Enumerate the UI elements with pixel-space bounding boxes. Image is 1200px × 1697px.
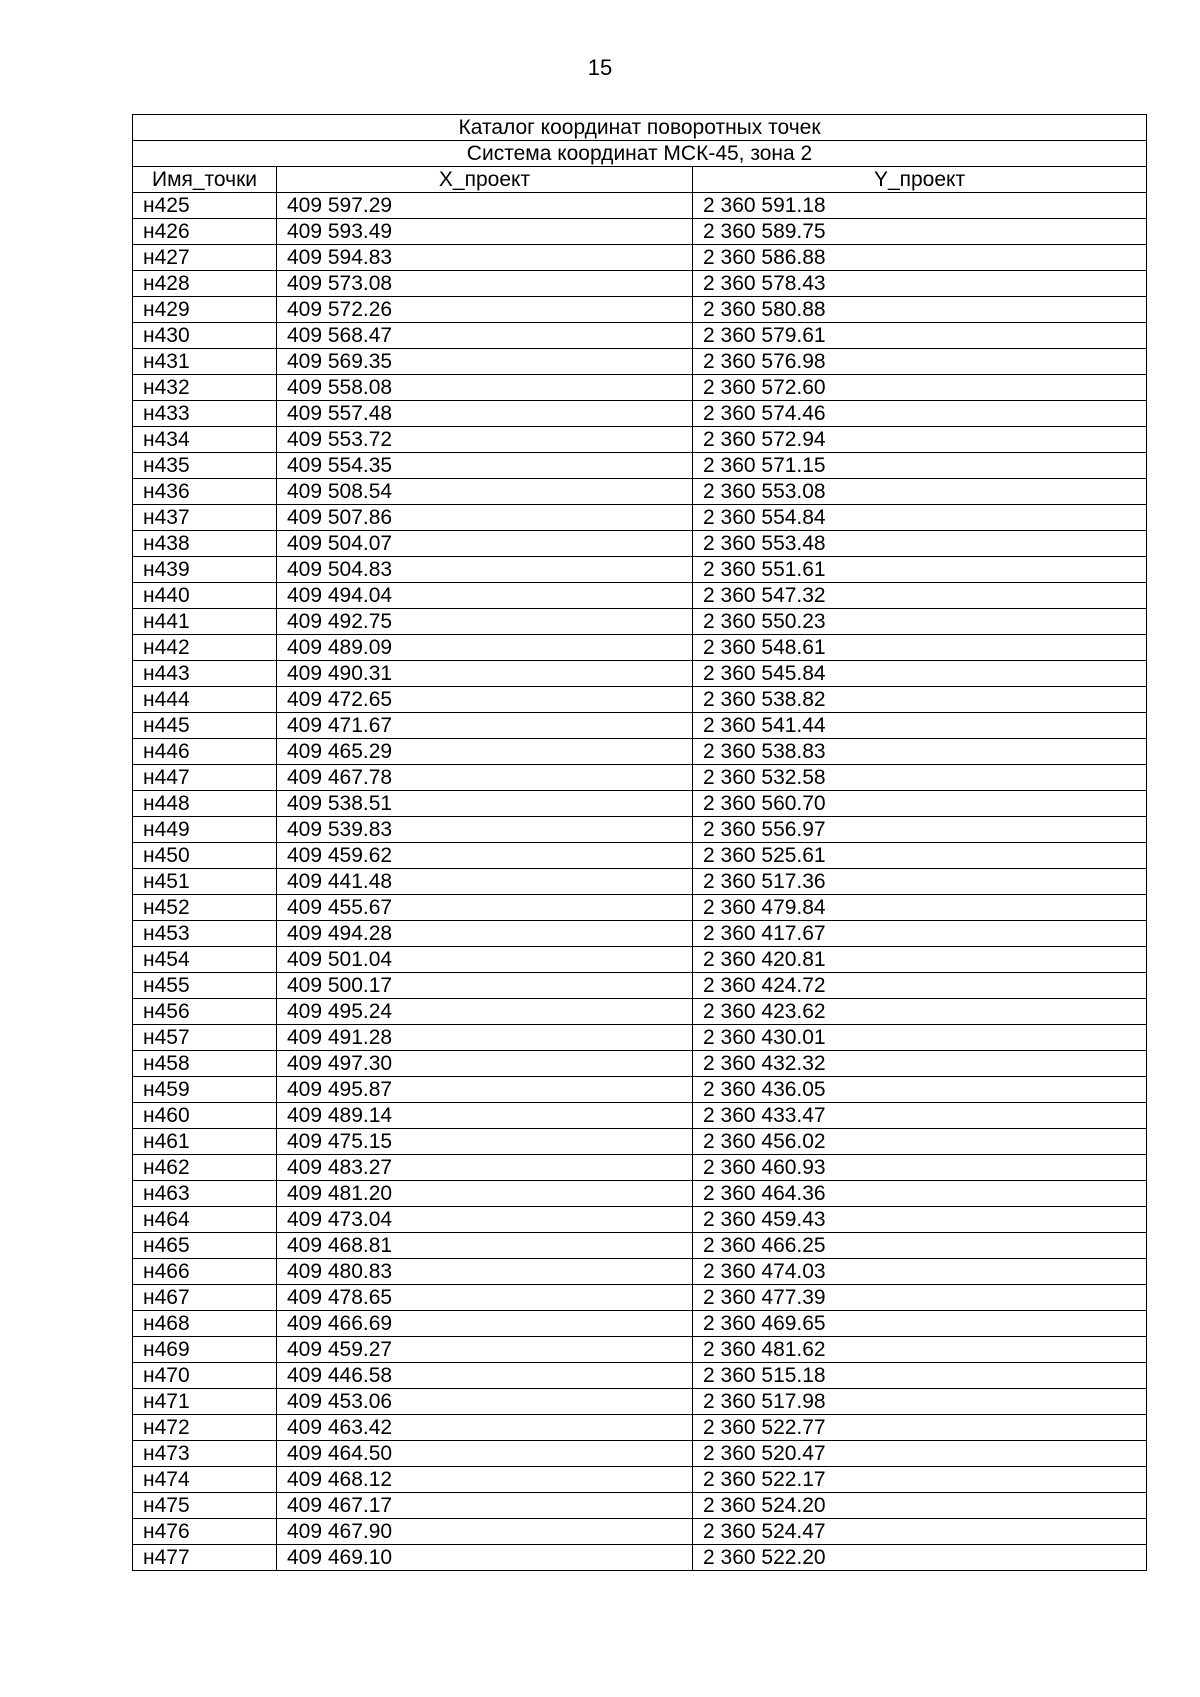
column-header-y: Y_проект [693, 167, 1147, 193]
table-row [133, 999, 1147, 1025]
y-coordinate-cell: 2 360 456.02 [693, 1129, 1147, 1155]
point-name-cell: н439 [133, 557, 277, 583]
x-coordinate-cell: 409 483.27 [277, 1155, 693, 1181]
y-coordinate-cell: 2 360 560.70 [693, 791, 1147, 817]
table-row [133, 791, 1147, 817]
y-coordinate-cell: 2 360 436.05 [693, 1077, 1147, 1103]
y-coordinate-cell: 2 360 574.46 [693, 401, 1147, 427]
y-coordinate-cell: 2 360 589.75 [693, 219, 1147, 245]
table-row [133, 1207, 1147, 1233]
table-row [133, 349, 1147, 375]
x-coordinate-cell: 409 538.51 [277, 791, 693, 817]
x-coordinate-cell: 409 593.49 [277, 219, 693, 245]
x-coordinate-cell: 409 481.20 [277, 1181, 693, 1207]
y-coordinate-cell: 2 360 551.61 [693, 557, 1147, 583]
point-name-cell: н450 [133, 843, 277, 869]
y-coordinate-cell: 2 360 423.62 [693, 999, 1147, 1025]
table-row [133, 817, 1147, 843]
table-row [133, 1519, 1147, 1545]
table-row [133, 1077, 1147, 1103]
point-name-cell: н454 [133, 947, 277, 973]
x-coordinate-cell: 409 468.81 [277, 1233, 693, 1259]
y-coordinate-cell: 2 360 481.62 [693, 1337, 1147, 1363]
point-name-cell: н474 [133, 1467, 277, 1493]
table-row [133, 973, 1147, 999]
y-coordinate-cell: 2 360 517.36 [693, 869, 1147, 895]
x-coordinate-cell: 409 467.90 [277, 1519, 693, 1545]
x-coordinate-cell: 409 453.06 [277, 1389, 693, 1415]
x-coordinate-cell: 409 489.09 [277, 635, 693, 661]
table-row [133, 1467, 1147, 1493]
table-row [133, 1285, 1147, 1311]
point-name-cell: н428 [133, 271, 277, 297]
table-row [133, 1441, 1147, 1467]
y-coordinate-cell: 2 360 556.97 [693, 817, 1147, 843]
y-coordinate-cell: 2 360 466.25 [693, 1233, 1147, 1259]
x-coordinate-cell: 409 492.75 [277, 609, 693, 635]
point-name-cell: н435 [133, 453, 277, 479]
x-coordinate-cell: 409 497.30 [277, 1051, 693, 1077]
point-name-cell: н463 [133, 1181, 277, 1207]
y-coordinate-cell: 2 360 524.20 [693, 1493, 1147, 1519]
y-coordinate-cell: 2 360 460.93 [693, 1155, 1147, 1181]
y-coordinate-cell: 2 360 532.58 [693, 765, 1147, 791]
x-coordinate-cell: 409 475.15 [277, 1129, 693, 1155]
point-name-cell: н438 [133, 531, 277, 557]
table-row [133, 1493, 1147, 1519]
point-name-cell: н434 [133, 427, 277, 453]
x-coordinate-cell: 409 557.48 [277, 401, 693, 427]
point-name-cell: н446 [133, 739, 277, 765]
y-coordinate-cell: 2 360 579.61 [693, 323, 1147, 349]
table-row [133, 323, 1147, 349]
y-coordinate-cell: 2 360 545.84 [693, 661, 1147, 687]
x-coordinate-cell: 409 572.26 [277, 297, 693, 323]
table-row [133, 609, 1147, 635]
x-coordinate-cell: 409 465.29 [277, 739, 693, 765]
table-row [133, 505, 1147, 531]
x-coordinate-cell: 409 494.04 [277, 583, 693, 609]
point-name-cell: н464 [133, 1207, 277, 1233]
y-coordinate-cell: 2 360 477.39 [693, 1285, 1147, 1311]
x-coordinate-cell: 409 459.27 [277, 1337, 693, 1363]
coordinate-catalog-table [132, 114, 1147, 1571]
table-row [133, 453, 1147, 479]
point-name-cell: н457 [133, 1025, 277, 1051]
x-coordinate-cell: 409 466.69 [277, 1311, 693, 1337]
point-name-cell: н461 [133, 1129, 277, 1155]
point-name-cell: н465 [133, 1233, 277, 1259]
table-row [133, 687, 1147, 713]
y-coordinate-cell: 2 360 474.03 [693, 1259, 1147, 1285]
table-row [133, 843, 1147, 869]
point-name-cell: н430 [133, 323, 277, 349]
x-coordinate-cell: 409 489.14 [277, 1103, 693, 1129]
x-coordinate-cell: 409 553.72 [277, 427, 693, 453]
x-coordinate-cell: 409 441.48 [277, 869, 693, 895]
x-coordinate-cell: 409 446.58 [277, 1363, 693, 1389]
point-name-cell: н441 [133, 609, 277, 635]
point-name-cell: н444 [133, 687, 277, 713]
y-coordinate-cell: 2 360 547.32 [693, 583, 1147, 609]
point-name-cell: н471 [133, 1389, 277, 1415]
point-name-cell: н452 [133, 895, 277, 921]
x-coordinate-cell: 409 467.17 [277, 1493, 693, 1519]
x-coordinate-cell: 409 539.83 [277, 817, 693, 843]
column-header-point-name: Имя_точки [133, 167, 277, 193]
point-name-cell: н433 [133, 401, 277, 427]
point-name-cell: н453 [133, 921, 277, 947]
table-row [133, 1363, 1147, 1389]
y-coordinate-cell: 2 360 553.08 [693, 479, 1147, 505]
x-coordinate-cell: 409 471.67 [277, 713, 693, 739]
x-coordinate-cell: 409 459.62 [277, 843, 693, 869]
table-header-row [133, 167, 1147, 193]
table-row [133, 1259, 1147, 1285]
y-coordinate-cell: 2 360 522.77 [693, 1415, 1147, 1441]
point-name-cell: н440 [133, 583, 277, 609]
x-coordinate-cell: 409 480.83 [277, 1259, 693, 1285]
x-coordinate-cell: 409 495.87 [277, 1077, 693, 1103]
y-coordinate-cell: 2 360 586.88 [693, 245, 1147, 271]
x-coordinate-cell: 409 495.24 [277, 999, 693, 1025]
table-row [133, 193, 1147, 219]
table-row [133, 739, 1147, 765]
point-name-cell: н470 [133, 1363, 277, 1389]
table-row [133, 895, 1147, 921]
table-row [133, 1155, 1147, 1181]
y-coordinate-cell: 2 360 576.98 [693, 349, 1147, 375]
point-name-cell: н467 [133, 1285, 277, 1311]
x-coordinate-cell: 409 468.12 [277, 1467, 693, 1493]
x-coordinate-cell: 409 464.50 [277, 1441, 693, 1467]
x-coordinate-cell: 409 494.28 [277, 921, 693, 947]
table-row [133, 1233, 1147, 1259]
y-coordinate-cell: 2 360 553.48 [693, 531, 1147, 557]
x-coordinate-cell: 409 594.83 [277, 245, 693, 271]
table-row [133, 1025, 1147, 1051]
table-row [133, 375, 1147, 401]
table-row [133, 661, 1147, 687]
y-coordinate-cell: 2 360 469.65 [693, 1311, 1147, 1337]
x-coordinate-cell: 409 490.31 [277, 661, 693, 687]
x-coordinate-cell: 409 504.83 [277, 557, 693, 583]
y-coordinate-cell: 2 360 578.43 [693, 271, 1147, 297]
y-coordinate-cell: 2 360 572.60 [693, 375, 1147, 401]
point-name-cell: н472 [133, 1415, 277, 1441]
y-coordinate-cell: 2 360 522.17 [693, 1467, 1147, 1493]
table-title: Каталог координат поворотных точек [133, 115, 1147, 141]
table-row [133, 427, 1147, 453]
table-row [133, 557, 1147, 583]
y-coordinate-cell: 2 360 479.84 [693, 895, 1147, 921]
point-name-cell: н469 [133, 1337, 277, 1363]
point-name-cell: н447 [133, 765, 277, 791]
point-name-cell: н449 [133, 817, 277, 843]
point-name-cell: н426 [133, 219, 277, 245]
point-name-cell: н437 [133, 505, 277, 531]
point-name-cell: н458 [133, 1051, 277, 1077]
table-row [133, 1415, 1147, 1441]
table-row [133, 479, 1147, 505]
x-coordinate-cell: 409 554.35 [277, 453, 693, 479]
x-coordinate-cell: 409 472.65 [277, 687, 693, 713]
x-coordinate-cell: 409 597.29 [277, 193, 693, 219]
y-coordinate-cell: 2 360 417.67 [693, 921, 1147, 947]
table-row [133, 635, 1147, 661]
y-coordinate-cell: 2 360 541.44 [693, 713, 1147, 739]
y-coordinate-cell: 2 360 517.98 [693, 1389, 1147, 1415]
x-coordinate-cell: 409 504.07 [277, 531, 693, 557]
point-name-cell: н429 [133, 297, 277, 323]
y-coordinate-cell: 2 360 580.88 [693, 297, 1147, 323]
y-coordinate-cell: 2 360 538.82 [693, 687, 1147, 713]
y-coordinate-cell: 2 360 525.61 [693, 843, 1147, 869]
table-row [133, 1545, 1147, 1571]
x-coordinate-cell: 409 463.42 [277, 1415, 693, 1441]
x-coordinate-cell: 409 507.86 [277, 505, 693, 531]
table-subtitle: Система координат МСК-45, зона 2 [133, 141, 1147, 167]
point-name-cell: н476 [133, 1519, 277, 1545]
table-row [133, 1129, 1147, 1155]
table-row [133, 401, 1147, 427]
point-name-cell: н436 [133, 479, 277, 505]
point-name-cell: н466 [133, 1259, 277, 1285]
x-coordinate-cell: 409 508.54 [277, 479, 693, 505]
x-coordinate-cell: 409 501.04 [277, 947, 693, 973]
y-coordinate-cell: 2 360 524.47 [693, 1519, 1147, 1545]
point-name-cell: н477 [133, 1545, 277, 1571]
y-coordinate-cell: 2 360 522.20 [693, 1545, 1147, 1571]
table-row [133, 1103, 1147, 1129]
table-row [133, 297, 1147, 323]
y-coordinate-cell: 2 360 550.23 [693, 609, 1147, 635]
y-coordinate-cell: 2 360 430.01 [693, 1025, 1147, 1051]
y-coordinate-cell: 2 360 420.81 [693, 947, 1147, 973]
x-coordinate-cell: 409 558.08 [277, 375, 693, 401]
table-row [133, 245, 1147, 271]
y-coordinate-cell: 2 360 572.94 [693, 427, 1147, 453]
table-row [133, 1311, 1147, 1337]
table-row [133, 219, 1147, 245]
x-coordinate-cell: 409 500.17 [277, 973, 693, 999]
table-row [133, 713, 1147, 739]
y-coordinate-cell: 2 360 459.43 [693, 1207, 1147, 1233]
x-coordinate-cell: 409 455.67 [277, 895, 693, 921]
y-coordinate-cell: 2 360 538.83 [693, 739, 1147, 765]
y-coordinate-cell: 2 360 571.15 [693, 453, 1147, 479]
page-number: 15 [587, 55, 613, 80]
y-coordinate-cell: 2 360 548.61 [693, 635, 1147, 661]
point-name-cell: н459 [133, 1077, 277, 1103]
point-name-cell: н451 [133, 869, 277, 895]
point-name-cell: н460 [133, 1103, 277, 1129]
y-coordinate-cell: 2 360 464.36 [693, 1181, 1147, 1207]
table-row [133, 765, 1147, 791]
y-coordinate-cell: 2 360 424.72 [693, 973, 1147, 999]
table-row [133, 271, 1147, 297]
point-name-cell: н442 [133, 635, 277, 661]
point-name-cell: н431 [133, 349, 277, 375]
table-row [133, 531, 1147, 557]
x-coordinate-cell: 409 473.04 [277, 1207, 693, 1233]
point-name-cell: н443 [133, 661, 277, 687]
x-coordinate-cell: 409 491.28 [277, 1025, 693, 1051]
table-row [133, 1389, 1147, 1415]
point-name-cell: н448 [133, 791, 277, 817]
point-name-cell: н473 [133, 1441, 277, 1467]
x-coordinate-cell: 409 569.35 [277, 349, 693, 375]
x-coordinate-cell: 409 573.08 [277, 271, 693, 297]
table-row [133, 921, 1147, 947]
table-row [133, 583, 1147, 609]
y-coordinate-cell: 2 360 591.18 [693, 193, 1147, 219]
x-coordinate-cell: 409 568.47 [277, 323, 693, 349]
point-name-cell: н445 [133, 713, 277, 739]
point-name-cell: н468 [133, 1311, 277, 1337]
point-name-cell: н456 [133, 999, 277, 1025]
y-coordinate-cell: 2 360 433.47 [693, 1103, 1147, 1129]
table-row [133, 1051, 1147, 1077]
table-row [133, 1181, 1147, 1207]
point-name-cell: н455 [133, 973, 277, 999]
point-name-cell: н427 [133, 245, 277, 271]
x-coordinate-cell: 409 467.78 [277, 765, 693, 791]
y-coordinate-cell: 2 360 554.84 [693, 505, 1147, 531]
table-row [133, 947, 1147, 973]
column-header-x: X_проект [277, 167, 693, 193]
table-row [133, 869, 1147, 895]
x-coordinate-cell: 409 478.65 [277, 1285, 693, 1311]
table-row [133, 1337, 1147, 1363]
y-coordinate-cell: 2 360 520.47 [693, 1441, 1147, 1467]
y-coordinate-cell: 2 360 515.18 [693, 1363, 1147, 1389]
point-name-cell: н475 [133, 1493, 277, 1519]
table-title-row [133, 115, 1147, 141]
y-coordinate-cell: 2 360 432.32 [693, 1051, 1147, 1077]
point-name-cell: н432 [133, 375, 277, 401]
point-name-cell: н462 [133, 1155, 277, 1181]
table-subtitle-row [133, 141, 1147, 167]
point-name-cell: н425 [133, 193, 277, 219]
x-coordinate-cell: 409 469.10 [277, 1545, 693, 1571]
